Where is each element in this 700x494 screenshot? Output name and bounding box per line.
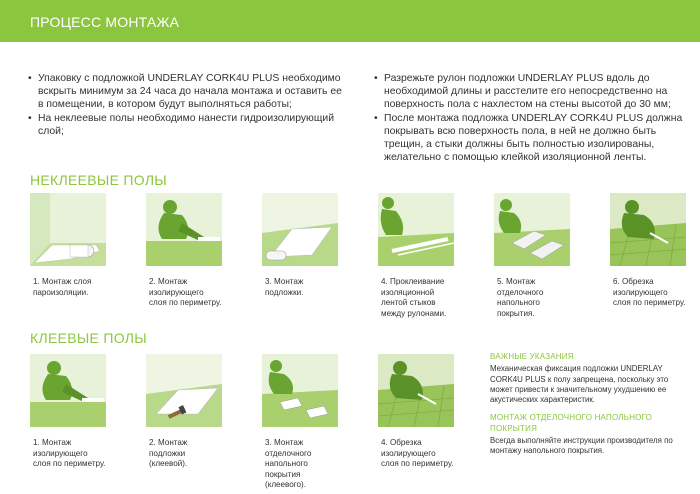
step-caption: 3. Монтаж подложки. [265,277,304,297]
intro-bullet: • После монтажа подложка UNDERLAY CORK4U PLUS должна покрывать всю поверхность пола, в ней не должно быть трещин, а стыки должны быть полностью изолированы, желательно с помощью клейкой изоляционной ленты. [374,112,694,165]
underlay-roll-icon [262,193,338,266]
intro-right [374,72,694,164]
step-card [30,193,106,298]
step-card [146,193,222,309]
step-card [378,354,454,470]
glue-brush-icon [146,354,222,427]
section-title-glue: КЛЕЕВЫЕ ПОЛЫ [30,330,147,346]
step-card [378,193,454,319]
step-caption: 5. Монтаж отделочного напольного покрытия. [497,277,544,318]
step-caption: 4. Обрезка изолирующего слоя по периметру. [381,438,454,469]
trimming-icon [378,354,454,427]
step-card [262,193,338,298]
important-notes [490,352,690,459]
page-title: ПРОЦЕСС МОНТАЖА [30,14,180,30]
header-bar [0,0,700,42]
step-card [262,354,338,491]
intro-bullet: • На неклеевые полы необходимо нанести гидроизолирующий слой; [28,112,348,138]
finish-title: МОНТАЖ ОТДЕЛОЧНОГО НАПОЛЬНОГО ПОКРЫТИЯ [490,413,653,433]
step-caption: 1. Монтаж изолирующего слоя по периметру. [33,438,106,469]
laying-tiles-icon [262,354,338,427]
important-text: Механическая фиксация подложки UNDERLAY CORK4U PLUS к полу запрещена, поскольку это может привести к значительному ухудшению ее акустических характеристик. [490,364,669,405]
step-caption: 1. Монтаж слоя пароизоляции. [33,277,92,297]
important-title: ВАЖНЫЕ УКАЗАНИЯ [490,352,574,361]
step-caption: 6. Обрезка изолирующего слоя по периметру. [613,277,686,308]
worker-perimeter-icon [30,354,106,427]
section-title-non-glue: НЕКЛЕЕВЫЕ ПОЛЫ [30,172,168,188]
step-caption: 2. Монтаж изолирующего слоя по периметру. [149,277,222,308]
worker-perimeter-icon [146,193,222,266]
taping-joints-icon [378,193,454,266]
vapor-barrier-roll-icon [30,193,106,266]
trimming-icon [610,193,686,266]
intro-bullet: • Разрежьте рулон подложки UNDERLAY PLUS вдоль до необходимой длины и расстелите его непосредственно на поверхность пола с нахлестом на стены высотой до 30 мм; [374,72,694,112]
step-card [30,354,106,470]
intro-left [28,72,348,138]
finish-text: Всегда выполняйте инструкции производителя по монтажу напольного покрытия. [490,436,673,456]
step-caption: 4. Проклеивание изоляционной лентой стыков между рулонами. [381,277,447,318]
step-caption: 2. Монтаж подложки (клеевой). [149,438,188,469]
step-caption: 3. Монтаж отделочного напольного покрытия (клеевого). [265,438,312,490]
step-card [146,354,222,470]
step-card [610,193,686,309]
laying-boards-icon [494,193,570,266]
step-card [494,193,570,319]
intro-bullet: • Упаковку с подложкой UNDERLAY CORK4U PLUS необходимо вскрыть минимум за 24 часа до начала монтажа и оставить ее в помещении, в котором будут выполняться работы; [28,72,348,112]
